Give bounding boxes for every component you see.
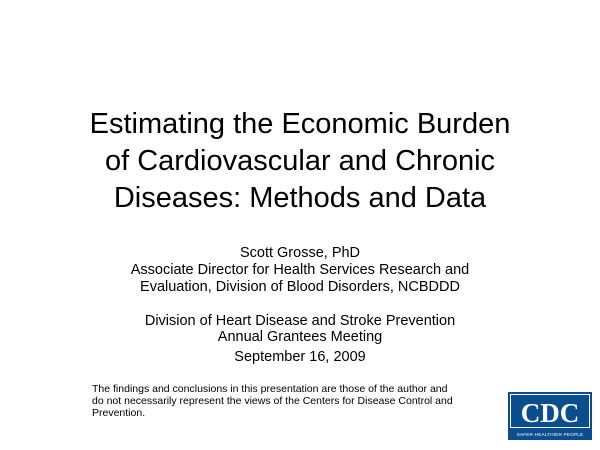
disclaimer-line-1: The findings and conclusions in this presentation are those of the author and — [92, 383, 448, 395]
cdc-logo-tagline: SAFER·HEALTHIER·PEOPLE — [516, 432, 584, 437]
cdc-logo-text: CDC — [520, 398, 580, 428]
disclaimer-line-3: Prevention. — [92, 407, 146, 419]
meeting-block — [40, 313, 560, 365]
cdc-logo — [508, 392, 592, 440]
author-name: Scott Grosse, PhD — [239, 245, 361, 261]
meeting-date: September 16, 2009 — [234, 349, 366, 365]
title-line-3: Diseases: Methods and Data — [113, 182, 487, 214]
author-role-line-2: Evaluation, Division of Blood Disorders, NCBDDD — [140, 279, 460, 295]
author-block — [40, 245, 560, 296]
slide-title — [30, 106, 570, 217]
disclaimer-line-2: do not necessarily represent the views of the Centers for Disease Control and — [92, 395, 453, 407]
meeting-line-1: Division of Heart Disease and Stroke Prevention — [144, 313, 456, 329]
meeting-line-2: Annual Grantees Meeting — [217, 329, 383, 345]
disclaimer — [92, 383, 502, 419]
title-line-1: Estimating the Economic Burden — [89, 108, 511, 140]
author-role-line-1: Associate Director for Health Services Research and — [130, 262, 470, 278]
title-line-2: of Cardiovascular and Chronic — [104, 145, 496, 177]
